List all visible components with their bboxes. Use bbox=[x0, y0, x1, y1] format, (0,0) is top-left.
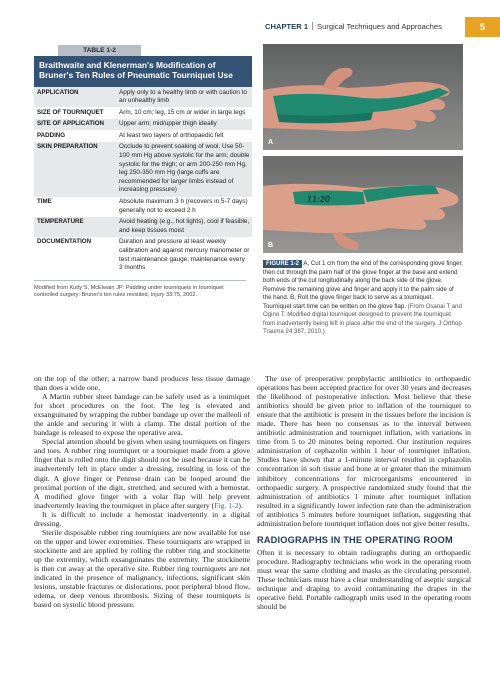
row-key: DOCUMENTATION bbox=[37, 238, 92, 246]
caption-text: A, Cut 1 cm from the end of the corresponding glove finger, then cut through the palm half of the glove finger at the base and extend both ends of the cut longitudinally along the back side of the glove. Remove the remaining glove and finger and apply it to the palm side of the hand. B, Roll the glove finger back to serve as a tourniquet. Tourniquet start time can be written on the glove flap. bbox=[263, 260, 463, 310]
footnote-rule bbox=[34, 280, 246, 281]
table-row bbox=[34, 87, 252, 107]
footnote-text: Modified from Kutty S, McElwain JP: Padding under tourniquets in tourniquet controlled surgery: Bruner's ten rules revisited, Injury 33:75, 2002. bbox=[34, 285, 224, 299]
left-text-column bbox=[34, 374, 250, 609]
paragraph: A Martin rubber sheet bandage can be safely used as a tourniquet for short procedures on the foot. The leg is elevated and exsanguinated by wrapping the rubber bandage up over the malleoli of the ankle and securing it with a clamp. The distal portion of the bandage is released to expose the operative area. bbox=[34, 392, 250, 438]
row-value: Avoid heating (e.g., hot lights), cool if feasible, and keep tissues moist bbox=[116, 217, 252, 237]
table-row bbox=[34, 142, 252, 197]
row-value: Occlude to prevent soaking of wool. Use 50-100 mm Hg above systolic for the arm; double systolic for the thigh; or arm 200-250 mm Hg, leg 250-350 mm Hg (large cuffs are recommended for larger limbs instead of increasing pressure) bbox=[116, 142, 252, 197]
paragraph: It is difficult to include a hemostat inadvertently in a digital dressing. bbox=[34, 509, 250, 528]
row-key: SIZE OF TOURNIQUET bbox=[37, 108, 104, 116]
hand-with-glove-flap-image bbox=[263, 44, 463, 150]
paragraph: The use of preoperative prophylactic antibiotics in orthopaedic operations has been accepted practice for over 30 years and decreases the likelihood of postoperative infection. Most believe that these antibiotics should be given prior to inflation of the tourniquet to ensure that the antibiotic is present in the tissues before the incision is made. There has been no consensus as to the interval between antibiotic administration and tourniquet inflation, with variations in time from 5 to 20 minutes being reported. Our institution requires administration of cephazolin within 1 hour of tourniquet inflation. Studies have shown that a 1-minute interval resulted in cephazolin concentration in soft tissue and bone at or greater than the minimum inhibitory concentrations for microorganisms encountered in orthopaedic surgery. A prospective randomized study found that the administration of antibiotics 1 minute after tourniquet inflation resulted in a significantly lower infection rate than the administration of antibiotics 5 minutes before tourniquet inflation, suggesting that administration before tourniquet inflation does not give better results. bbox=[257, 374, 471, 528]
figure-reference-link[interactable]: Fig. 1-2 bbox=[214, 500, 239, 510]
table-row bbox=[34, 217, 252, 237]
figure-photo-b bbox=[263, 156, 463, 253]
table-title: Braithwaite and Klenerman's Modification of Bruner's Ten Rules of Pneumatic Tourniquet Use bbox=[34, 56, 252, 87]
paragraph: Often it is necessary to obtain radiographs during an orthopaedic procedure. Radiography technicians who work in the operating room must wear the same clothing and masks as the circulating personnel. These technicians must have a clear understanding of aseptic surgical technique and draping to avoid contaminating the drapes in the operative field. Portable radiograph units used in the operating room should be bbox=[257, 547, 471, 612]
row-key: TIME bbox=[37, 198, 52, 206]
row-value: At least two layers of orthopaedic felt bbox=[119, 131, 224, 139]
paragraph-text: ). bbox=[238, 500, 243, 510]
row-key: PADDING bbox=[37, 131, 66, 139]
running-header bbox=[265, 22, 465, 36]
row-key: SKIN PREPARATION bbox=[34, 142, 116, 197]
table-row bbox=[34, 107, 252, 119]
section-heading: RADIOGRAPHS IN THE OPERATING ROOM bbox=[257, 534, 453, 545]
table-tab-label: TABLE 1-2 bbox=[58, 45, 141, 56]
table-row bbox=[34, 119, 252, 131]
row-value: Upper arm; mid/upper thigh ideally bbox=[116, 119, 252, 131]
panel-label-b: B bbox=[268, 242, 274, 249]
figure-badge: FIGURE 1-2 bbox=[263, 260, 302, 268]
right-text-column bbox=[257, 374, 471, 611]
table-row bbox=[34, 130, 252, 142]
svg-text:11:20: 11:20 bbox=[307, 195, 331, 204]
table-1-2 bbox=[34, 45, 252, 300]
row-value: Duration and pressure at least weekly calibration and against mercury manometer or test maintenance gauge; maintenance every 3 months bbox=[119, 238, 250, 272]
row-key: TEMPERATURE bbox=[34, 217, 116, 237]
figure-caption bbox=[263, 260, 463, 337]
row-value: Arm, 10 cm; leg, 15 cm or wider in large legs bbox=[119, 108, 246, 116]
figure-photo-a bbox=[263, 44, 463, 150]
table-row bbox=[34, 197, 252, 217]
paragraph: on the top of the other; a narrow band produces less tissue damage than does a wide one. bbox=[34, 374, 250, 393]
chapter-title: Surgical Techniques and Approaches bbox=[317, 22, 442, 31]
chapter-label: CHAPTER 1 bbox=[265, 22, 309, 31]
row-value: Apply only to a healthy limb or with caution to an unhealthy limb bbox=[116, 87, 252, 107]
page-number: 5 bbox=[465, 17, 500, 37]
panel-label-a: A bbox=[268, 139, 274, 146]
table-row bbox=[34, 237, 252, 274]
header-divider bbox=[312, 22, 313, 30]
hand-with-rolled-tourniquet-image bbox=[263, 156, 463, 253]
tourniquet-rules-table bbox=[34, 87, 252, 274]
paragraph: Sterile disposable rubber ring tourniquets are now available for use on the upper and lower extremities. These tourniquets are wrapped in stockinette and are applied by rolling the rubber ring and stockinette up the extremity, which exsanguinates the extremity. The stockinette is then cut away at the operative site. Rubber ring tourniquets are not indicated in the presence of malignancy, infections, significant skin lesions, unstable fractures or dislocations, poor peripheral blood flow, edema, or deep venous thrombosis. Sizing of these tourniquets is based on systolic blood pressure. bbox=[34, 527, 250, 610]
row-value: Absolute maximum 3 h (recovers in 5-7 days) generally not to exceed 2 h bbox=[119, 198, 248, 214]
paragraph bbox=[34, 437, 250, 509]
paragraph-text: Special attention should be given when using tourniquets on fingers and toes. A rubber ring tourniquet or a tourniquet made from a glove finger that is rolled onto the digit should not be used because it can be inadvertently left in place under a dressing, resulting in loss of the digit. A glove finger or Penrose drain can be looped around the proximal portion of the digit, stretched, and secured with a hemostat. A modified glove finger with a volar flap will help prevent inadvertently leaving the tourniquet in place after surgery ( bbox=[34, 437, 250, 510]
table-footnote bbox=[34, 280, 246, 299]
row-key: APPLICATION bbox=[34, 87, 116, 107]
row-key: SITE OF APPLICATION bbox=[34, 119, 116, 131]
caption-source: (From Osanai T and Ogino T: Modified digital tourniquet designed to prevent the tourniquet from inadvertently being left in place after the end of the surgery. J Orthop Trauma 24:387, 2010.) bbox=[263, 302, 462, 335]
